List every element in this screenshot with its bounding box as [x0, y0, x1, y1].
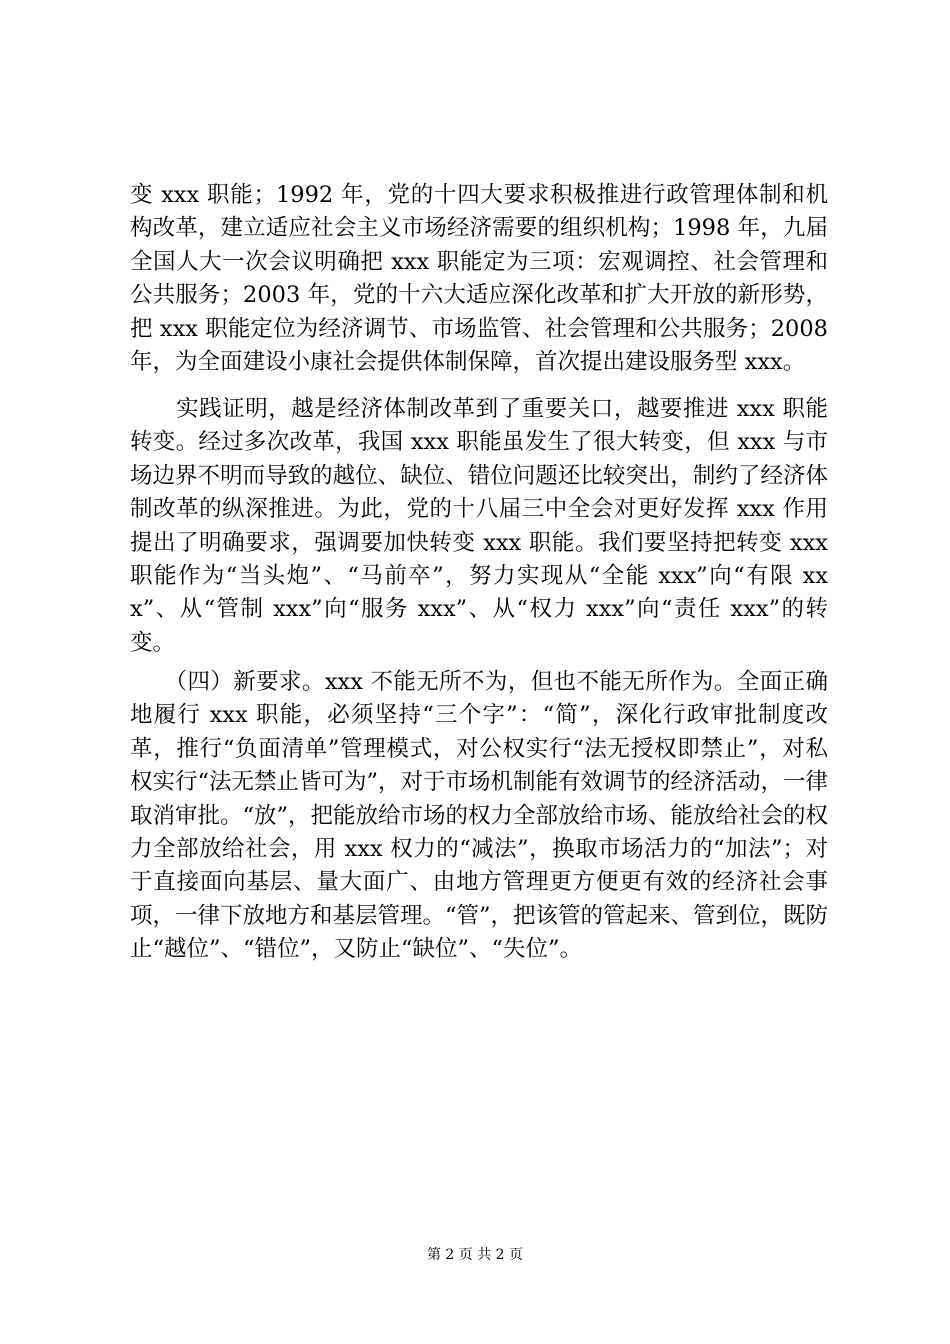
page-number-footer: 第 2 页 共 2 页 [426, 1247, 524, 1263]
paragraph-new-requirements: （四）新要求。xxx 不能无所不为，但也不能无所作为。全面正确地履行 xxx 职能，必须坚持“三个字”：“简”，深化行政审批制度改革，推行“负面清单”管理模式，对公权实行“法无授权即禁止”，对私权实行“法无禁止皆可为”，对于市场机制能有效调节的经济活动，一律取消审批。“放”，把能放给市场的权力全部放给市场、能放给社会的权力全部放给社会，用 xxx 权力的“减法”，换取市场活力的“加法”；对于直接面向基层、量大面广、由地方管理更方便更有效的经济社会事项，一律下放地方和基层管理。“管”，把该管的管起来、管到位，既防止“越位”、“错位”，又防止“缺位”、“失位”。 [130, 669, 829, 963]
paragraph-continuation: 变 xxx 职能；1992 年，党的十四大要求积极推进行政管理体制和机构改革，建立适应社会主义市场经济需要的组织机构；1998 年，九届全国人大一次会议明确把 xxx 职能定为三项：宏观调控、社会管理和公共服务；2003 年，党的十六大适应深化改革和扩大开放的新形势，把 xxx 职能定位为经济调节、市场监管、社会管理和公共服务；2008 年，为全面建设小康社会提供体制保障，首次提出建设服务型 xxx。 [130, 182, 836, 376]
paragraph-practice-proves: 实践证明，越是经济体制改革到了重要关口，越要推进 xxx 职能转变。经过多次改革，我国 xxx 职能虽发生了很大转变，但 xxx 与市场边界不明而导致的越位、缺位、错位问题还比较突出，制约了经济体制改革的纵深推进。为此，党的十八届三中全会对更好发挥 xxx 作用提出了明确要求，强调要加快转变 xxx 职能。我们要坚持把转变 xxx 职能作为“当头炮”、“马前卒”，努力实现从“全能 xxx”向“有限 xxx”、从“管制 xxx”向“服务 xxx”、从“权力 xxx”向“责任 xxx”的转变。 [130, 396, 836, 656]
